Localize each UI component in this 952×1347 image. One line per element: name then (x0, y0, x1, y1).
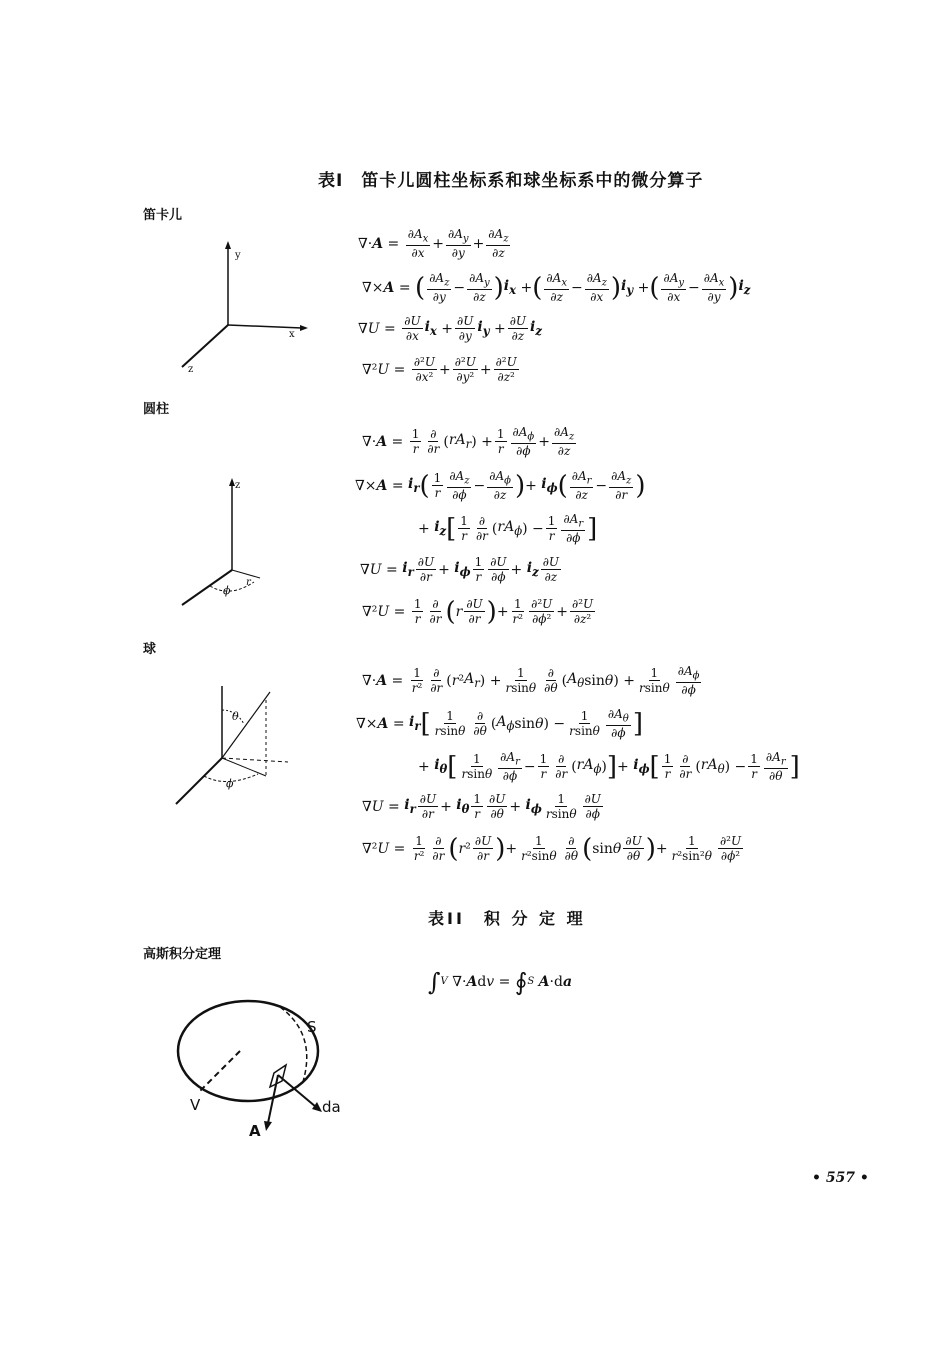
eq-cart-curl: ∇× A = ( $\frac{\partial A_z}{\partial y}$ − $\frac{\partial A_y}{\partial z}$ ) $i_x$ + ( $\frac{\partial A_x}{\partial z}$ − $\frac{\partial A_z}{\partial x}$ ) $i_y$ + ( $\frac{\partial A_y}{\partial x}$ − $\frac{\partial A_x}{\partial y}$ ) $i_z$ (362, 271, 751, 305)
spherical-axes-figure (170, 680, 300, 810)
cartesian-axes-figure (170, 235, 320, 380)
eq-sph-curl-1: ∇× A = $i_r$ [ $\frac{1}{rsin\theta}$ $\frac{\partial}{\partial\theta}$ ( $A_\phi$ sin θ ) − $\frac{1}{rsin\theta}$ $\frac{\partial A_\theta}{\partial\phi}$ ] (356, 707, 643, 741)
section-gauss: 高斯积分定理 (143, 947, 222, 962)
axis-label-z: z (188, 364, 194, 375)
angle-label-theta: θ (232, 710, 239, 723)
axis-label-z-cyl: z (235, 480, 241, 491)
eq-sph-lap: ∇² U = $\frac{1}{\text{r²}}$ $\frac{\partial}{\partial r}$ ( r ² $\frac{\partial U}{\partial r}$ ) + $\frac{1}{\text{r²sinθ}}$ $\frac{\partial}{\partial\theta}$ ( sin θ $\frac{\partial U}{\partial\theta}$ ) + $\frac{1}{\text{r²sin²θ}}$ $\frac{\text{∂²U}}{\text{∂ϕ²}}$ (362, 833, 742, 864)
table2-title: 表II 积 分 定 理 (428, 909, 586, 928)
section-cartesian: 笛卡儿 (143, 208, 183, 223)
section-cylindrical: 圆柱 (143, 402, 170, 417)
table1-title: 表I 笛卡儿圆柱坐标系和球坐标系中的微分算子 (318, 171, 704, 191)
eq-cart-lap: ∇² U = $\frac{\text{∂²U}}{\text{∂x²}}$ + $\frac{\text{∂²U}}{\text{∂y²}}$ + $\frac{\text{∂²U}}{\text{∂z²}}$ (362, 355, 517, 384)
axis-label-y: y (235, 250, 241, 261)
section-spherical: 球 (143, 642, 157, 657)
axis-label-r-cyl: r (246, 577, 251, 588)
gauss-figure (170, 995, 360, 1145)
eq-sph-div: ∇· A = $\frac{1}{\text{r²}}$ $\frac{\partial}{\partial r}$ ( r ² $A_r$ ) + $\frac{1}{rsin\theta}$ $\frac{\partial}{\partial\theta}$ ( $A_\theta$ sin θ ) + $\frac{1}{rsin\theta}$ $\frac{\partial A_\phi}{\partial\phi}$ (362, 664, 700, 698)
eq-cart-div: ∇· A = $\frac{\partial A_x}{\partial x}$ + $\frac{\partial A_y}{\partial y}$ + $\frac{\partial A_z}{\partial z}$ (358, 227, 509, 261)
eq-cyl-curl-2: + $i_z$ [ $\frac{1}{r}$ $\frac{\partial}{\partial r}$ ( $rA_\phi$ ) − $\frac{1}{r}$ $\frac{\partial A_r}{\partial\phi}$ ] (418, 512, 598, 546)
eq-cart-grad: ∇ U = $\frac{\partial U}{\partial x}$ $i_x$ + $\frac{\partial U}{\partial y}$ $i_y$ + $\frac{\partial U}{\partial z}$ $i_z$ (358, 314, 542, 343)
eq-gauss-theorem: ∫ V ∇· A d v = ∮ S A ·d a (428, 968, 573, 996)
label-volume-V: V (190, 1096, 201, 1114)
label-vector-A: A (249, 1122, 261, 1140)
angle-label-phi-cyl: ϕ (223, 584, 231, 597)
eq-sph-grad: ∇ U = $i_r$ $\frac{\partial U}{\partial r}$ + $i_\theta$ $\frac{1}{r}$ $\frac{\partial U}{\partial\theta}$ + $i_\phi$ $\frac{1}{rsin\theta}$ $\frac{\partial U}{\partial\phi}$ (362, 792, 601, 821)
label-da: da (322, 1098, 341, 1116)
page-number: • 557 • (812, 1170, 869, 1186)
eq-cyl-div: ∇· A = $\frac{1}{r}$ $\frac{\partial}{\partial r}$ ( $rA_r$ ) + $\frac{1}{r}$ $\frac{\partial A_\phi}{\partial\phi}$ + $\frac{\partial A_z}{\partial z}$ (362, 425, 575, 459)
label-surface-S: S (307, 1018, 317, 1036)
angle-label-phi-sph: ϕ (226, 777, 234, 790)
eq-cyl-curl-1: ∇× A = $i_r$ ( $\frac{1}{r}$ $\frac{\partial A_z}{\partial\phi}$ − $\frac{\partial A_\phi}{\partial z}$ ) + $i_\phi$ ( $\frac{\partial A_r}{\partial z}$ − $\frac{\partial A_z}{\partial r}$ ) (355, 469, 646, 503)
eq-cyl-grad: ∇ U = $i_r$ $\frac{\partial U}{\partial r}$ + $i_\phi$ $\frac{1}{r}$ $\frac{\partial U}{\partial\phi}$ + $i_z$ $\frac{\partial U}{\partial z}$ (360, 555, 560, 584)
cylindrical-axes-figure (170, 470, 300, 615)
eq-cyl-lap: ∇² U = $\frac{1}{r}$ $\frac{\partial}{\partial r}$ ( r $\frac{\partial U}{\partial r}$ ) + $\frac{1}{\text{r²}}$ $\frac{\text{∂²U}}{\text{∂ϕ²}}$ + $\frac{\text{∂²U}}{\text{∂z²}}$ (362, 596, 594, 627)
eq-sph-curl-2: + $i_\theta$ [ $\frac{1}{rsin\theta}$ $\frac{\partial A_r}{\partial\phi}$ − $\frac{1}{r}$ $\frac{\partial}{\partial r}$ ( $rA_\phi$ ) ] + $i_\phi$ [ $\frac{1}{r}$ $\frac{\partial}{\partial r}$ ( $rA_\theta$ ) − $\frac{1}{r}$ $\frac{\partial A_r}{\partial\theta}$ ] (418, 750, 800, 784)
axis-label-x: x (289, 329, 295, 340)
